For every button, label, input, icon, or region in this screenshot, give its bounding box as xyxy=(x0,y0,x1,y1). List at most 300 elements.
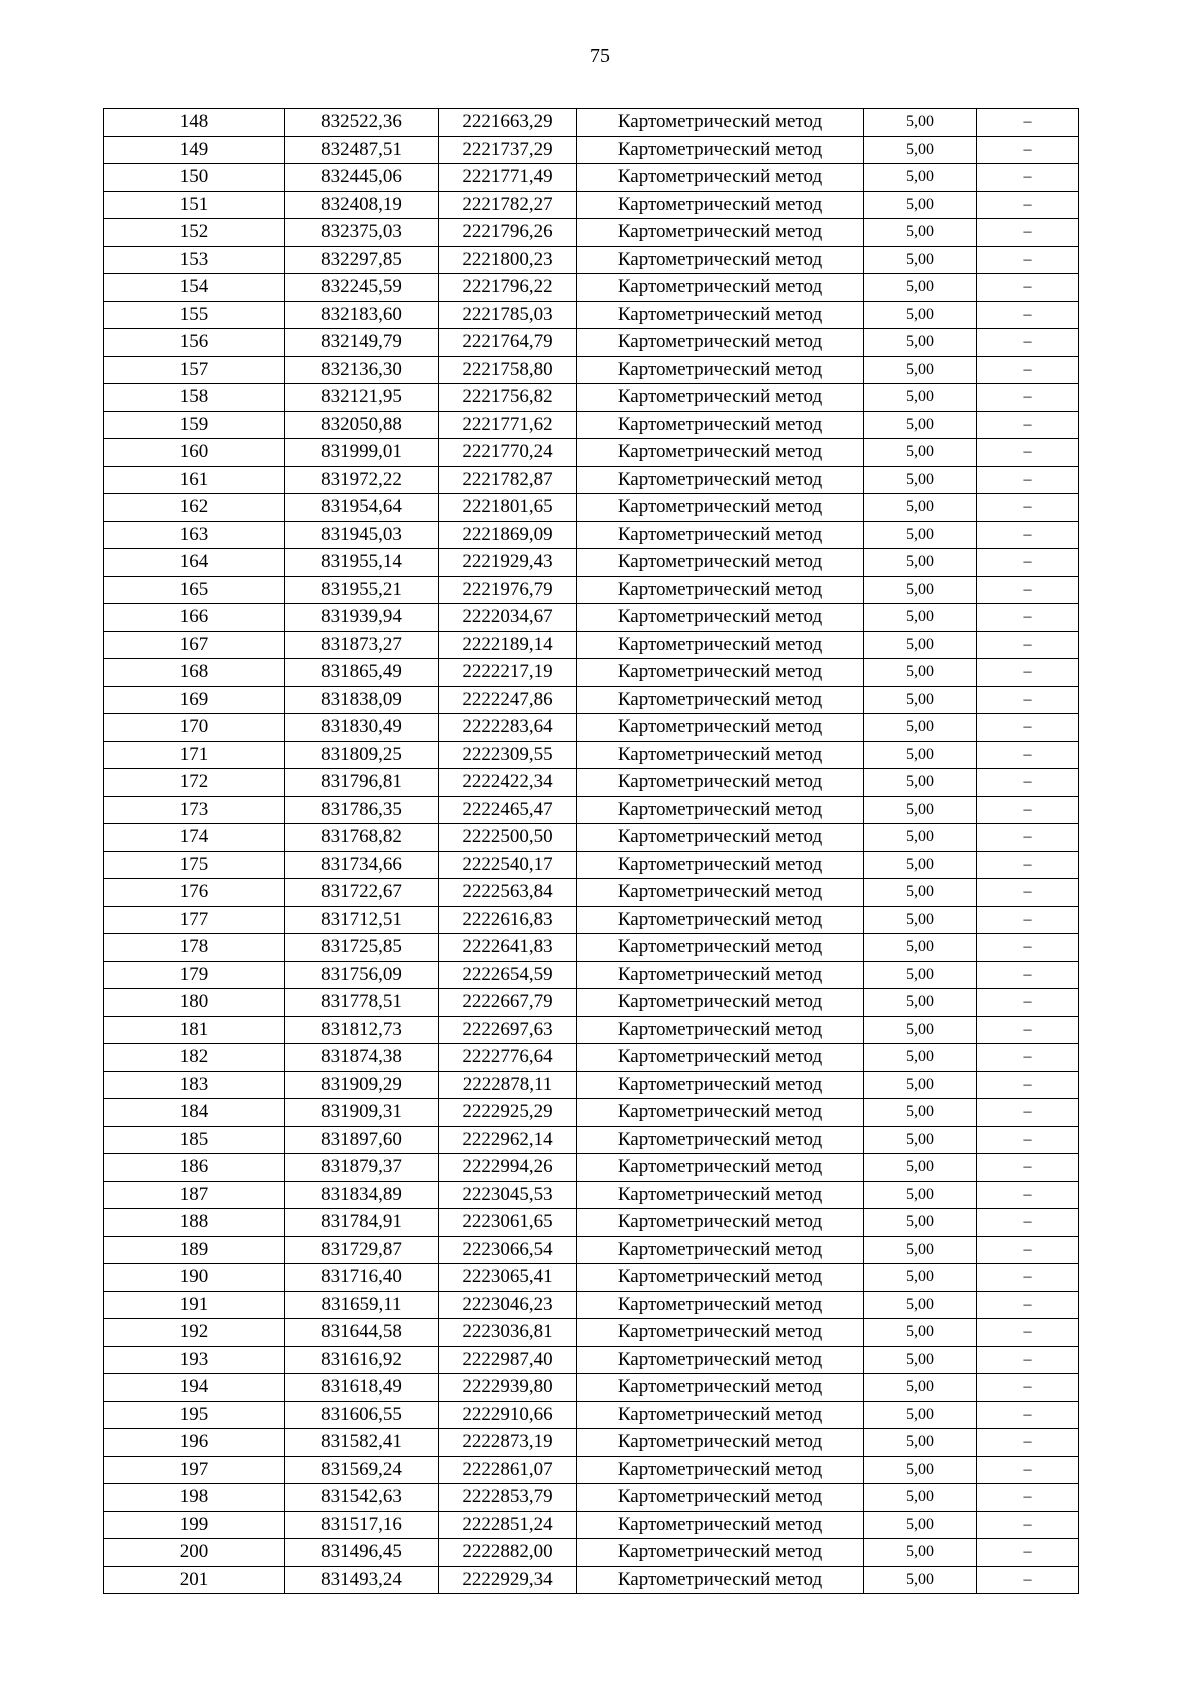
note-cell: – xyxy=(977,301,1079,329)
point-number-cell: 180 xyxy=(104,989,285,1017)
y-coordinate-cell: 2221771,49 xyxy=(439,164,577,192)
table-row xyxy=(104,329,1079,357)
point-number-cell: 186 xyxy=(104,1154,285,1182)
x-coordinate-cell: 832487,51 xyxy=(285,136,439,164)
y-coordinate-cell: 2222500,50 xyxy=(439,824,577,852)
point-number-cell: 198 xyxy=(104,1484,285,1512)
y-coordinate-cell: 2222189,14 xyxy=(439,631,577,659)
x-coordinate-cell: 831955,21 xyxy=(285,576,439,604)
y-coordinate-cell: 2223066,54 xyxy=(439,1236,577,1264)
table-row xyxy=(104,301,1079,329)
y-coordinate-cell: 2222994,26 xyxy=(439,1154,577,1182)
x-coordinate-cell: 831756,09 xyxy=(285,961,439,989)
note-cell: – xyxy=(977,989,1079,1017)
table-row xyxy=(104,521,1079,549)
table-row xyxy=(104,714,1079,742)
note-cell: – xyxy=(977,824,1079,852)
note-cell: – xyxy=(977,1209,1079,1237)
point-number-cell: 181 xyxy=(104,1016,285,1044)
x-coordinate-cell: 832522,36 xyxy=(285,109,439,137)
accuracy-cell: 5,00 xyxy=(864,1264,977,1292)
accuracy-cell: 5,00 xyxy=(864,604,977,632)
y-coordinate-cell: 2222641,83 xyxy=(439,934,577,962)
y-coordinate-cell: 2222616,83 xyxy=(439,906,577,934)
method-cell: Картометрический метод xyxy=(577,1319,864,1347)
y-coordinate-cell: 2221929,43 xyxy=(439,549,577,577)
point-number-cell: 154 xyxy=(104,274,285,302)
method-cell: Картометрический метод xyxy=(577,136,864,164)
note-cell: – xyxy=(977,1044,1079,1072)
table-row xyxy=(104,1154,1079,1182)
method-cell: Картометрический метод xyxy=(577,439,864,467)
point-number-cell: 162 xyxy=(104,494,285,522)
method-cell: Картометрический метод xyxy=(577,906,864,934)
y-coordinate-cell: 2222697,63 xyxy=(439,1016,577,1044)
x-coordinate-cell: 831618,49 xyxy=(285,1374,439,1402)
x-coordinate-cell: 831879,37 xyxy=(285,1154,439,1182)
y-coordinate-cell: 2221869,09 xyxy=(439,521,577,549)
note-cell: – xyxy=(977,1484,1079,1512)
method-cell: Картометрический метод xyxy=(577,796,864,824)
table-row xyxy=(104,1044,1079,1072)
x-coordinate-cell: 831865,49 xyxy=(285,659,439,687)
accuracy-cell: 5,00 xyxy=(864,191,977,219)
note-cell: – xyxy=(977,1346,1079,1374)
accuracy-cell: 5,00 xyxy=(864,961,977,989)
table-row xyxy=(104,934,1079,962)
method-cell: Картометрический метод xyxy=(577,989,864,1017)
y-coordinate-cell: 2221800,23 xyxy=(439,246,577,274)
y-coordinate-cell: 2222939,80 xyxy=(439,1374,577,1402)
y-coordinate-cell: 2221764,79 xyxy=(439,329,577,357)
x-coordinate-cell: 831493,24 xyxy=(285,1566,439,1594)
point-number-cell: 173 xyxy=(104,796,285,824)
table-row xyxy=(104,1511,1079,1539)
table-row xyxy=(104,659,1079,687)
note-cell: – xyxy=(977,1291,1079,1319)
accuracy-cell: 5,00 xyxy=(864,1071,977,1099)
point-number-cell: 165 xyxy=(104,576,285,604)
point-number-cell: 158 xyxy=(104,384,285,412)
y-coordinate-cell: 2222422,34 xyxy=(439,769,577,797)
table-row xyxy=(104,686,1079,714)
x-coordinate-cell: 831606,55 xyxy=(285,1401,439,1429)
point-number-cell: 171 xyxy=(104,741,285,769)
note-cell: – xyxy=(977,274,1079,302)
point-number-cell: 199 xyxy=(104,1511,285,1539)
y-coordinate-cell: 2221737,29 xyxy=(439,136,577,164)
method-cell: Картометрический метод xyxy=(577,1566,864,1594)
x-coordinate-cell: 831722,67 xyxy=(285,879,439,907)
accuracy-cell: 5,00 xyxy=(864,851,977,879)
x-coordinate-cell: 831616,92 xyxy=(285,1346,439,1374)
accuracy-cell: 5,00 xyxy=(864,576,977,604)
x-coordinate-cell: 831496,45 xyxy=(285,1539,439,1567)
x-coordinate-cell: 831972,22 xyxy=(285,466,439,494)
method-cell: Картометрический метод xyxy=(577,274,864,302)
x-coordinate-cell: 832245,59 xyxy=(285,274,439,302)
point-number-cell: 148 xyxy=(104,109,285,137)
x-coordinate-cell: 831939,94 xyxy=(285,604,439,632)
method-cell: Картометрический метод xyxy=(577,961,864,989)
table-row xyxy=(104,1346,1079,1374)
method-cell: Картометрический метод xyxy=(577,109,864,137)
y-coordinate-cell: 2222667,79 xyxy=(439,989,577,1017)
note-cell: – xyxy=(977,961,1079,989)
table-row xyxy=(104,549,1079,577)
method-cell: Картометрический метод xyxy=(577,769,864,797)
x-coordinate-cell: 832149,79 xyxy=(285,329,439,357)
table-row xyxy=(104,109,1079,137)
method-cell: Картометрический метод xyxy=(577,1346,864,1374)
note-cell: – xyxy=(977,356,1079,384)
point-number-cell: 151 xyxy=(104,191,285,219)
table-row xyxy=(104,1016,1079,1044)
method-cell: Картометрический метод xyxy=(577,1126,864,1154)
point-number-cell: 195 xyxy=(104,1401,285,1429)
note-cell: – xyxy=(977,741,1079,769)
method-cell: Картометрический метод xyxy=(577,1484,864,1512)
method-cell: Картометрический метод xyxy=(577,384,864,412)
x-coordinate-cell: 831569,24 xyxy=(285,1456,439,1484)
accuracy-cell: 5,00 xyxy=(864,109,977,137)
note-cell: – xyxy=(977,1099,1079,1127)
table-row xyxy=(104,1429,1079,1457)
point-number-cell: 157 xyxy=(104,356,285,384)
point-number-cell: 169 xyxy=(104,686,285,714)
table-row xyxy=(104,796,1079,824)
x-coordinate-cell: 831778,51 xyxy=(285,989,439,1017)
table-row xyxy=(104,356,1079,384)
table-row xyxy=(104,741,1079,769)
accuracy-cell: 5,00 xyxy=(864,1236,977,1264)
note-cell: – xyxy=(977,191,1079,219)
method-cell: Картометрический метод xyxy=(577,659,864,687)
y-coordinate-cell: 2222851,24 xyxy=(439,1511,577,1539)
method-cell: Картометрический метод xyxy=(577,466,864,494)
accuracy-cell: 5,00 xyxy=(864,494,977,522)
point-number-cell: 183 xyxy=(104,1071,285,1099)
x-coordinate-cell: 832183,60 xyxy=(285,301,439,329)
x-coordinate-cell: 832136,30 xyxy=(285,356,439,384)
x-coordinate-cell: 831786,35 xyxy=(285,796,439,824)
point-number-cell: 161 xyxy=(104,466,285,494)
point-number-cell: 163 xyxy=(104,521,285,549)
table-row xyxy=(104,1209,1079,1237)
y-coordinate-cell: 2222962,14 xyxy=(439,1126,577,1154)
note-cell: – xyxy=(977,1319,1079,1347)
y-coordinate-cell: 2222247,86 xyxy=(439,686,577,714)
point-number-cell: 192 xyxy=(104,1319,285,1347)
table-row xyxy=(104,1236,1079,1264)
table-row xyxy=(104,1319,1079,1347)
accuracy-cell: 5,00 xyxy=(864,714,977,742)
method-cell: Картометрический метод xyxy=(577,1291,864,1319)
point-number-cell: 190 xyxy=(104,1264,285,1292)
note-cell: – xyxy=(977,631,1079,659)
note-cell: – xyxy=(977,1016,1079,1044)
point-number-cell: 170 xyxy=(104,714,285,742)
table-row xyxy=(104,879,1079,907)
note-cell: – xyxy=(977,164,1079,192)
point-number-cell: 176 xyxy=(104,879,285,907)
note-cell: – xyxy=(977,439,1079,467)
accuracy-cell: 5,00 xyxy=(864,246,977,274)
y-coordinate-cell: 2222563,84 xyxy=(439,879,577,907)
accuracy-cell: 5,00 xyxy=(864,659,977,687)
accuracy-cell: 5,00 xyxy=(864,1456,977,1484)
accuracy-cell: 5,00 xyxy=(864,274,977,302)
accuracy-cell: 5,00 xyxy=(864,521,977,549)
x-coordinate-cell: 831768,82 xyxy=(285,824,439,852)
table-row xyxy=(104,989,1079,1017)
x-coordinate-cell: 831784,91 xyxy=(285,1209,439,1237)
table-row xyxy=(104,1071,1079,1099)
y-coordinate-cell: 2221782,87 xyxy=(439,466,577,494)
accuracy-cell: 5,00 xyxy=(864,879,977,907)
x-coordinate-cell: 832408,19 xyxy=(285,191,439,219)
note-cell: – xyxy=(977,1511,1079,1539)
method-cell: Картометрический метод xyxy=(577,1154,864,1182)
x-coordinate-cell: 832297,85 xyxy=(285,246,439,274)
table-row xyxy=(104,1566,1079,1594)
method-cell: Картометрический метод xyxy=(577,1181,864,1209)
table-row xyxy=(104,961,1079,989)
y-coordinate-cell: 2222776,64 xyxy=(439,1044,577,1072)
accuracy-cell: 5,00 xyxy=(864,934,977,962)
table-row xyxy=(104,439,1079,467)
note-cell: – xyxy=(977,1236,1079,1264)
note-cell: – xyxy=(977,686,1079,714)
x-coordinate-cell: 831812,73 xyxy=(285,1016,439,1044)
accuracy-cell: 5,00 xyxy=(864,1209,977,1237)
table-row xyxy=(104,411,1079,439)
method-cell: Картометрический метод xyxy=(577,411,864,439)
note-cell: – xyxy=(977,576,1079,604)
point-number-cell: 188 xyxy=(104,1209,285,1237)
y-coordinate-cell: 2221756,82 xyxy=(439,384,577,412)
x-coordinate-cell: 831796,81 xyxy=(285,769,439,797)
note-cell: – xyxy=(977,1429,1079,1457)
accuracy-cell: 5,00 xyxy=(864,796,977,824)
y-coordinate-cell: 2223046,23 xyxy=(439,1291,577,1319)
accuracy-cell: 5,00 xyxy=(864,1319,977,1347)
note-cell: – xyxy=(977,796,1079,824)
accuracy-cell: 5,00 xyxy=(864,1044,977,1072)
accuracy-cell: 5,00 xyxy=(864,906,977,934)
x-coordinate-cell: 831874,38 xyxy=(285,1044,439,1072)
table-row xyxy=(104,906,1079,934)
method-cell: Картометрический метод xyxy=(577,934,864,962)
accuracy-cell: 5,00 xyxy=(864,1126,977,1154)
note-cell: – xyxy=(977,1401,1079,1429)
method-cell: Картометрический метод xyxy=(577,851,864,879)
table-row xyxy=(104,384,1079,412)
accuracy-cell: 5,00 xyxy=(864,741,977,769)
method-cell: Картометрический метод xyxy=(577,576,864,604)
y-coordinate-cell: 2223036,81 xyxy=(439,1319,577,1347)
accuracy-cell: 5,00 xyxy=(864,549,977,577)
x-coordinate-cell: 831873,27 xyxy=(285,631,439,659)
method-cell: Картометрический метод xyxy=(577,1429,864,1457)
y-coordinate-cell: 2223045,53 xyxy=(439,1181,577,1209)
accuracy-cell: 5,00 xyxy=(864,1401,977,1429)
accuracy-cell: 5,00 xyxy=(864,1566,977,1594)
method-cell: Картометрический метод xyxy=(577,1374,864,1402)
y-coordinate-cell: 2222283,64 xyxy=(439,714,577,742)
accuracy-cell: 5,00 xyxy=(864,164,977,192)
x-coordinate-cell: 831517,16 xyxy=(285,1511,439,1539)
x-coordinate-cell: 831729,87 xyxy=(285,1236,439,1264)
point-number-cell: 164 xyxy=(104,549,285,577)
method-cell: Картометрический метод xyxy=(577,301,864,329)
method-cell: Картометрический метод xyxy=(577,1456,864,1484)
method-cell: Картометрический метод xyxy=(577,1071,864,1099)
point-number-cell: 156 xyxy=(104,329,285,357)
method-cell: Картометрический метод xyxy=(577,1264,864,1292)
accuracy-cell: 5,00 xyxy=(864,1346,977,1374)
x-coordinate-cell: 831999,01 xyxy=(285,439,439,467)
point-number-cell: 153 xyxy=(104,246,285,274)
accuracy-cell: 5,00 xyxy=(864,1291,977,1319)
point-number-cell: 149 xyxy=(104,136,285,164)
method-cell: Картометрический метод xyxy=(577,604,864,632)
x-coordinate-cell: 831838,09 xyxy=(285,686,439,714)
y-coordinate-cell: 2223065,41 xyxy=(439,1264,577,1292)
accuracy-cell: 5,00 xyxy=(864,219,977,247)
y-coordinate-cell: 2221796,22 xyxy=(439,274,577,302)
point-number-cell: 193 xyxy=(104,1346,285,1374)
accuracy-cell: 5,00 xyxy=(864,466,977,494)
method-cell: Картометрический метод xyxy=(577,329,864,357)
note-cell: – xyxy=(977,219,1079,247)
note-cell: – xyxy=(977,109,1079,137)
y-coordinate-cell: 2221770,24 xyxy=(439,439,577,467)
x-coordinate-cell: 831834,89 xyxy=(285,1181,439,1209)
table-row xyxy=(104,164,1079,192)
y-coordinate-cell: 2221758,80 xyxy=(439,356,577,384)
y-coordinate-cell: 2222034,67 xyxy=(439,604,577,632)
table-row xyxy=(104,1264,1079,1292)
point-number-cell: 179 xyxy=(104,961,285,989)
x-coordinate-cell: 831725,85 xyxy=(285,934,439,962)
table-row xyxy=(104,1099,1079,1127)
note-cell: – xyxy=(977,521,1079,549)
method-cell: Картометрический метод xyxy=(577,1511,864,1539)
table-row xyxy=(104,136,1079,164)
note-cell: – xyxy=(977,1374,1079,1402)
point-number-cell: 182 xyxy=(104,1044,285,1072)
x-coordinate-cell: 831712,51 xyxy=(285,906,439,934)
y-coordinate-cell: 2222925,29 xyxy=(439,1099,577,1127)
point-number-cell: 191 xyxy=(104,1291,285,1319)
y-coordinate-cell: 2222654,59 xyxy=(439,961,577,989)
note-cell: – xyxy=(977,1264,1079,1292)
y-coordinate-cell: 2222882,00 xyxy=(439,1539,577,1567)
note-cell: – xyxy=(977,1456,1079,1484)
note-cell: – xyxy=(977,879,1079,907)
method-cell: Картометрический метод xyxy=(577,631,864,659)
note-cell: – xyxy=(977,494,1079,522)
table-row xyxy=(104,1539,1079,1567)
table-row xyxy=(104,1401,1079,1429)
note-cell: – xyxy=(977,549,1079,577)
point-number-cell: 184 xyxy=(104,1099,285,1127)
x-coordinate-cell: 832375,03 xyxy=(285,219,439,247)
method-cell: Картометрический метод xyxy=(577,1044,864,1072)
x-coordinate-cell: 831830,49 xyxy=(285,714,439,742)
point-number-cell: 178 xyxy=(104,934,285,962)
note-cell: – xyxy=(977,1539,1079,1567)
point-number-cell: 155 xyxy=(104,301,285,329)
table-row xyxy=(104,1456,1079,1484)
point-number-cell: 168 xyxy=(104,659,285,687)
table-row xyxy=(104,1181,1079,1209)
y-coordinate-cell: 2221976,79 xyxy=(439,576,577,604)
method-cell: Картометрический метод xyxy=(577,1539,864,1567)
point-number-cell: 174 xyxy=(104,824,285,852)
y-coordinate-cell: 2222987,40 xyxy=(439,1346,577,1374)
y-coordinate-cell: 2221796,26 xyxy=(439,219,577,247)
y-coordinate-cell: 2221785,03 xyxy=(439,301,577,329)
accuracy-cell: 5,00 xyxy=(864,356,977,384)
method-cell: Картометрический метод xyxy=(577,1401,864,1429)
note-cell: – xyxy=(977,136,1079,164)
table-row xyxy=(104,824,1079,852)
point-number-cell: 167 xyxy=(104,631,285,659)
note-cell: – xyxy=(977,246,1079,274)
page-number: 75 xyxy=(590,45,610,67)
point-number-cell: 160 xyxy=(104,439,285,467)
y-coordinate-cell: 2222861,07 xyxy=(439,1456,577,1484)
y-coordinate-cell: 2222878,11 xyxy=(439,1071,577,1099)
y-coordinate-cell: 2222929,34 xyxy=(439,1566,577,1594)
table-row xyxy=(104,246,1079,274)
point-number-cell: 194 xyxy=(104,1374,285,1402)
y-coordinate-cell: 2222217,19 xyxy=(439,659,577,687)
accuracy-cell: 5,00 xyxy=(864,686,977,714)
coordinates-table xyxy=(103,108,1079,1594)
note-cell: – xyxy=(977,1181,1079,1209)
point-number-cell: 187 xyxy=(104,1181,285,1209)
point-number-cell: 196 xyxy=(104,1429,285,1457)
method-cell: Картометрический метод xyxy=(577,686,864,714)
x-coordinate-cell: 831945,03 xyxy=(285,521,439,549)
accuracy-cell: 5,00 xyxy=(864,989,977,1017)
table-row xyxy=(104,576,1079,604)
note-cell: – xyxy=(977,1154,1079,1182)
x-coordinate-cell: 831897,60 xyxy=(285,1126,439,1154)
table-row xyxy=(104,604,1079,632)
method-cell: Картометрический метод xyxy=(577,521,864,549)
x-coordinate-cell: 831659,11 xyxy=(285,1291,439,1319)
point-number-cell: 177 xyxy=(104,906,285,934)
accuracy-cell: 5,00 xyxy=(864,329,977,357)
point-number-cell: 200 xyxy=(104,1539,285,1567)
accuracy-cell: 5,00 xyxy=(864,1016,977,1044)
method-cell: Картометрический метод xyxy=(577,356,864,384)
x-coordinate-cell: 831955,14 xyxy=(285,549,439,577)
table-row xyxy=(104,494,1079,522)
accuracy-cell: 5,00 xyxy=(864,824,977,852)
point-number-cell: 175 xyxy=(104,851,285,879)
point-number-cell: 201 xyxy=(104,1566,285,1594)
accuracy-cell: 5,00 xyxy=(864,384,977,412)
x-coordinate-cell: 831644,58 xyxy=(285,1319,439,1347)
accuracy-cell: 5,00 xyxy=(864,769,977,797)
accuracy-cell: 5,00 xyxy=(864,1484,977,1512)
method-cell: Картометрический метод xyxy=(577,1016,864,1044)
